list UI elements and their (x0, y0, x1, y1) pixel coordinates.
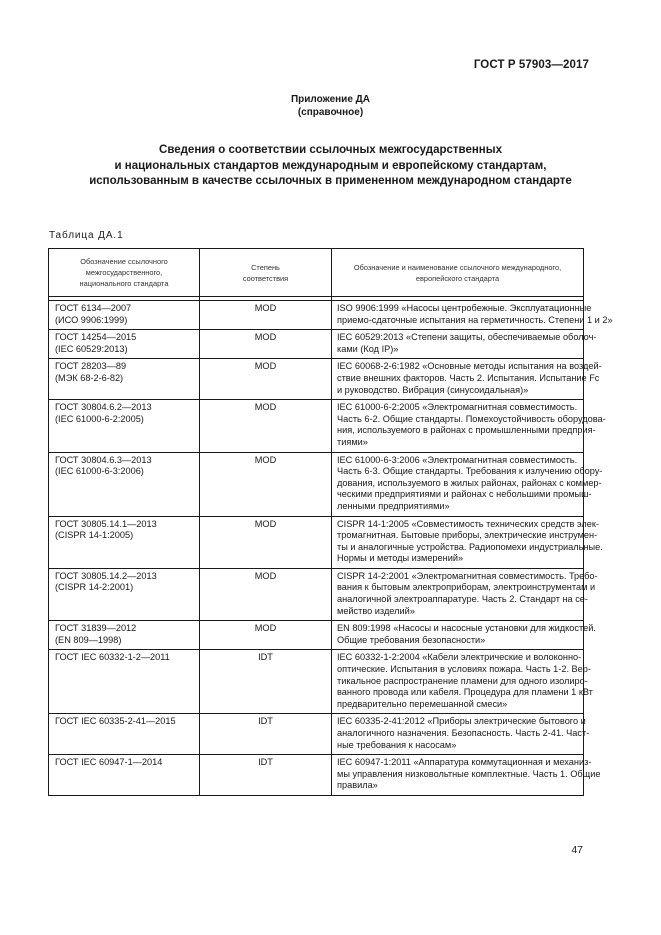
appendix-title: Приложение ДА (290, 94, 371, 105)
standard-name-line: тиями» (337, 436, 368, 447)
standard-name-line: ленными предприятиями» (337, 500, 450, 511)
standard-name-line: вания к бытовым электроприборам, электроинструментам и (337, 582, 596, 593)
standard-name-line: Часть 6-3. Общие стандарты. Требования к излучению обору- (337, 466, 603, 477)
standard-name-line: аналогичной электроаппаратуре. Часть 2. Стандарт на се- (337, 594, 588, 605)
standard-name-line: CISPR 14-2:2001 «Электромагнитная совместимость. Требо- (337, 570, 598, 581)
standard-name-line: предварительно перемешанной смеси» (337, 698, 508, 709)
standard-code: ГОСТ 30805.14.1—2013 (55, 518, 157, 529)
header-text: Обозначение и наименование ссылочного международного, (353, 262, 562, 272)
standard-name-line: мейство изделий» (337, 605, 415, 616)
table-row (49, 714, 584, 755)
international-standard-cell (332, 568, 598, 620)
standard-name-line: ками (Код IP)» (337, 343, 399, 354)
standard-code: (IEC 61000-6-2:2005) (55, 413, 144, 424)
standard-name-line: правила» (337, 780, 378, 791)
table-row (49, 755, 584, 796)
header-text: европейского стандарта (415, 273, 500, 283)
table-row (49, 301, 584, 330)
standard-name-line: аналогичного назначения. Безопасность. Часть 2-41. Част- (337, 728, 590, 738)
appendix-subtitle: (справочное) (297, 107, 364, 118)
degree-cell: MOD (200, 452, 332, 516)
standard-code: ГОСТ 30805.14.2—2013 (55, 570, 157, 581)
document-code: ГОСТ Р 57903—2017 (473, 59, 589, 71)
standard-name-line: тикальное распространение пламени для одного изолиро- (337, 675, 588, 686)
standard-code: ГОСТ IEC 60947-1—2014 (55, 757, 163, 768)
standard-cell (49, 330, 200, 359)
standard-cell (49, 301, 200, 330)
standard-name-line: CISPR 14-1:2005 «Совместимость технических средств элек- (337, 518, 599, 529)
standard-code: (ИСО 9906:1999) (55, 314, 128, 325)
section-title-line: Сведения о соответствии ссылочных межгосударственных (159, 144, 502, 156)
degree-cell: MOD (200, 568, 332, 620)
standard-code: (МЭК 68-2-6-82) (55, 372, 124, 383)
standard-code: (IEC 61000-6-3:2006) (55, 466, 144, 477)
international-standard-cell (332, 755, 601, 796)
standard-name-line: и руководство. Вибрация (синусоидальная)» (337, 384, 529, 395)
standard-code: ГОСТ 28203—89 (55, 361, 127, 372)
standard-cell (49, 516, 200, 568)
header-text: соответствия (242, 273, 289, 283)
international-standard-cell (332, 452, 603, 516)
degree-cell: IDT (200, 650, 332, 714)
standard-code: ГОСТ 14254—2015 (55, 332, 137, 343)
table-row (49, 359, 584, 400)
standard-cell (49, 452, 200, 516)
standard-name-line: Нормы и методы измерений» (337, 553, 464, 564)
standard-cell (49, 650, 200, 714)
degree-cell: MOD (200, 400, 332, 452)
international-standard-cell (332, 621, 596, 650)
table-row (49, 621, 584, 650)
section-title-line: использованным в качестве ссылочных в примененном международном стандарте (89, 175, 572, 187)
international-standard-cell (332, 714, 590, 755)
international-standard-cell (332, 400, 606, 452)
standard-name-line: IEC 60947-1:2011 «Аппаратура коммутационная и механиз- (337, 757, 592, 768)
table-row (49, 400, 584, 452)
standard-name-line: ты и аналогичные устройства. Радиопомехи индустриальные. (337, 541, 603, 552)
degree-cell: MOD (200, 330, 332, 359)
standard-name-line: ISO 9906:1999 «Насосы центробежные. Эксплуатационные (337, 303, 592, 313)
standard-name-line: ния, используемого в районах с промышленными предприя- (337, 425, 596, 436)
standard-name-line: IEC 60529:2013 «Степени защиты, обеспечиваемые оболоч- (337, 332, 597, 343)
standard-cell (49, 568, 200, 620)
standard-name-line: приемо-сдаточные испытания на герметичность. Степени 1 и 2» (337, 314, 613, 325)
international-standard-cell (332, 650, 593, 714)
standard-code: (EN 809—1998) (55, 634, 122, 645)
standard-cell (49, 400, 200, 452)
standard-name-line: IEC 60332-1-2:2004 «Кабели электрические и волоконно- (337, 652, 582, 663)
international-standard-cell (332, 330, 597, 359)
degree-cell: MOD (200, 359, 332, 400)
standard-code: ГОСТ 6134—2007 (55, 303, 132, 313)
header-cell-standard (49, 249, 200, 297)
page-number: 47 (571, 844, 583, 856)
table-row (49, 516, 584, 568)
standard-code: ГОСТ 31839—2012 (55, 623, 137, 634)
table-row (49, 650, 584, 714)
standard-code: (CISPR 14-1:2005) (55, 530, 134, 541)
international-standard-cell (332, 359, 602, 400)
table-row (49, 568, 584, 620)
standard-name-line: тромагнитная. Бытовые приборы, электрические инструмен- (337, 530, 598, 541)
standard-name-line: IEC 60068-2-6:1982 «Основные методы испытания на воздей- (337, 361, 602, 372)
standard-code: (CISPR 14-2:2001) (55, 582, 134, 593)
degree-cell: MOD (200, 516, 332, 568)
standard-name-line: Часть 6-2. Общие стандарты. Помехоустойчивость оборудова- (337, 413, 606, 424)
standard-cell (49, 359, 200, 400)
degree-cell: MOD (200, 301, 332, 330)
standard-name-line: ческими предприятиями и районах с небольшими промыш- (337, 489, 592, 500)
section-title (0, 143, 661, 190)
standard-name-line: дования, используемого в жилых районах, районах с коммер- (337, 477, 602, 488)
degree-cell: IDT (200, 755, 332, 796)
table-header-row (49, 249, 584, 297)
standard-name-line: оптические. Испытания в условиях пожара. Часть 1-2. Вер- (337, 664, 591, 675)
table-label: Таблица ДА.1 (49, 230, 124, 241)
standard-code: ГОСТ 30804.6.2—2013 (55, 402, 152, 413)
header-text: Степень (251, 262, 280, 272)
correspondence-table (48, 248, 613, 796)
international-standard-cell (332, 301, 613, 330)
table-row (49, 330, 584, 359)
standard-name-line: IEC 61000-6-3:2006 «Электромагнитная совместимость. (337, 454, 578, 465)
standard-name-line: Общие требования безопасности» (337, 634, 486, 645)
standard-name-line: мы управления низковольтные комплектные. Часть 1. Общие (337, 768, 601, 779)
header-cell-international (332, 249, 584, 297)
header-text: Обозначение ссылочного (80, 257, 168, 266)
standard-cell (49, 755, 200, 796)
standard-code: (IEC 60529:2013) (55, 343, 128, 354)
appendix-heading (0, 93, 661, 119)
international-standard-cell (332, 516, 603, 568)
header-text: национального стандарта (79, 279, 169, 288)
standard-cell (49, 621, 200, 650)
header-cell-degree (200, 249, 332, 297)
standard-cell (49, 714, 200, 755)
section-title-line: и национальных стандартов международным и европейскому стандартам, (114, 159, 547, 172)
standard-name-line: IEC 61000-6-2:2005 «Электромагнитная совместимость. (337, 402, 578, 413)
degree-cell: IDT (200, 714, 332, 755)
standard-code: ГОСТ 30804.6.3—2013 (55, 454, 152, 465)
standard-code: ГОСТ IEC 60332-1-2—2011 (55, 652, 170, 663)
header-text: межгосударственного, (85, 268, 163, 277)
table-row (49, 452, 584, 516)
degree-cell: MOD (200, 621, 332, 650)
standard-name-line: ствие внешних факторов. Часть 2. Испытания. Испытание Fc (337, 372, 600, 383)
standard-name-line: ванного провода или кабеля. Процедура для пламени 1 кВт (337, 687, 593, 698)
standard-name-line: ные требования к насосам» (337, 739, 457, 750)
standard-code: ГОСТ IEC 60335-2-41—2015 (55, 716, 176, 727)
standard-name-line: EN 809:1998 «Насосы и насосные установки для жидкостей. (337, 623, 596, 634)
standard-name-line: IEC 60335-2-41:2012 «Приборы электрические бытового и (337, 716, 586, 727)
